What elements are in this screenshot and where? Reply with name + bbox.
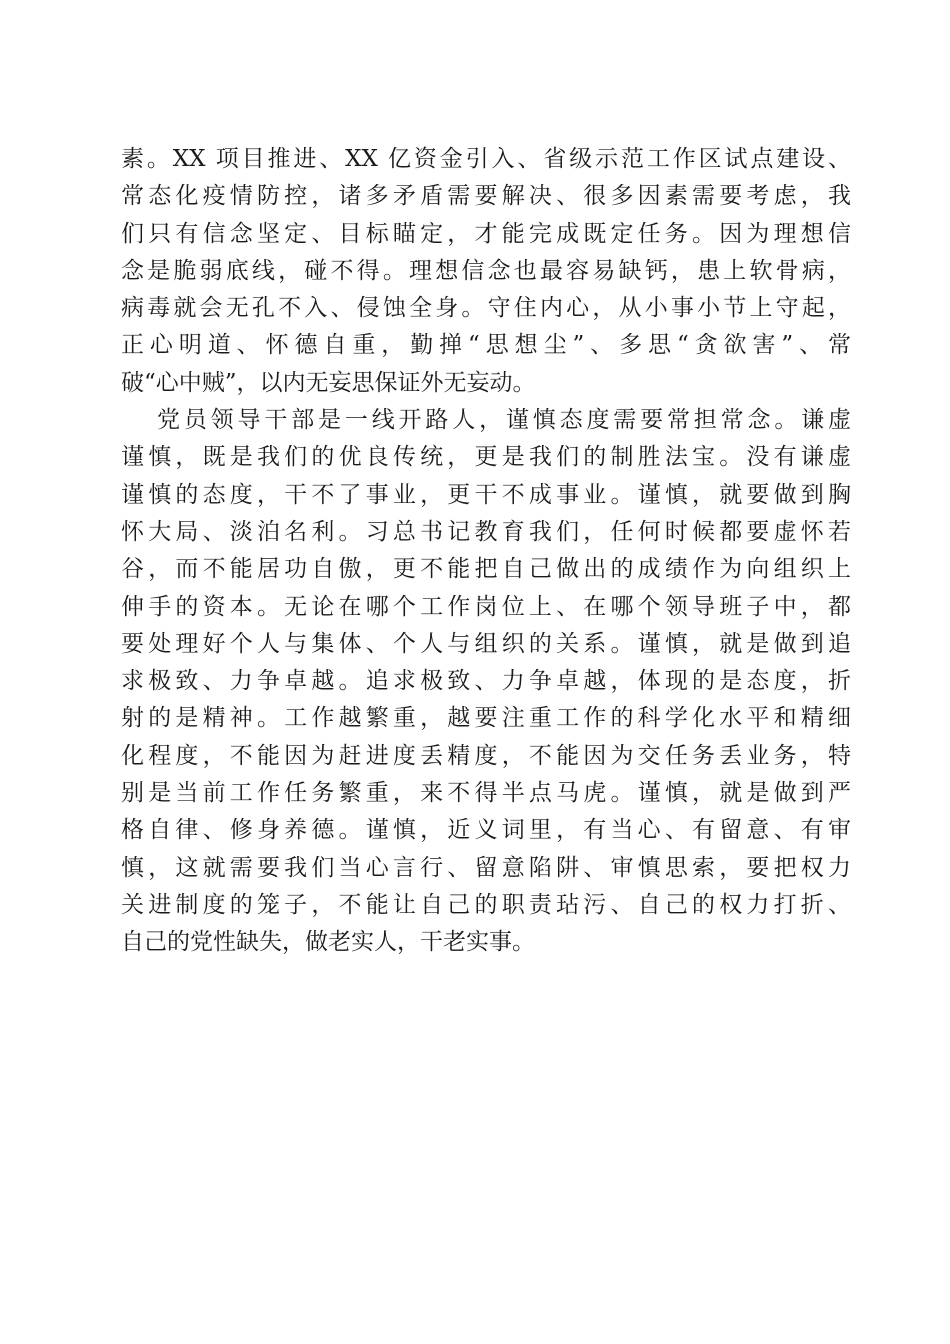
paragraph-2-line-11: 别是当前工作任务繁重，来不得半点马虎。谨慎，就是做到严 (121, 780, 851, 807)
paragraph-2-line-12: 格自律、修身养德。谨慎，近义词里，有当心、有留意、有审 (121, 817, 851, 844)
paragraph-1-line-2: 常态化疫情防控，诸多矛盾需要解决、很多因素需要考虑，我 (121, 183, 851, 210)
paragraph-2-line-5: 谷，而不能居功自傲，更不能把自己做出的成绩作为向组织上 (121, 556, 851, 583)
paragraph-2-line-10: 化程度，不能因为赶进度丢精度，不能因为交任务丢业务，特 (121, 742, 851, 769)
paragraph-1-line-3: 们只有信念坚定、目标瞄定，才能完成既定任务。因为理想信 (121, 220, 851, 247)
paragraph-2-line-13: 慎，这就需要我们当心言行、留意陷阱、审慎思索，要把权力 (121, 854, 851, 881)
paragraph-2-line-14: 关进制度的笼子，不能让自己的职责玷污、自己的权力打折、 (121, 891, 851, 918)
paragraph-2-line-1: 党员领导干部是一线开路人，谨慎态度需要常担常念。谦虚 (157, 407, 851, 434)
document-body (121, 141, 851, 962)
paragraph-2-line-3: 谨慎的态度，干不了事业，更干不成事业。谨慎，就要做到胸 (121, 481, 851, 508)
paragraph-2-line-8: 求极致、力争卓越。追求极致、力争卓越，体现的是态度，折 (121, 668, 851, 695)
paragraph-2-line-9: 射的是精神。工作越繁重，越要注重工作的科学化水平和精细 (121, 705, 851, 732)
paragraph-1-line-5: 病毒就会无孔不入、侵蚀全身。守住内心，从小事小节上守起， (121, 295, 851, 322)
paragraph-2-line-6: 伸手的资本。无论在哪个工作岗位上、在哪个领导班子中，都 (121, 593, 851, 620)
paragraph-2-line-2: 谨慎，既是我们的优良传统，更是我们的制胜法宝。没有谦虚 (121, 444, 851, 471)
paragraph-2-line-15: 自己的党性缺失，做老实人，干老实事。 (121, 929, 535, 956)
paragraph-1-line-7: 破“心中贼”，以内无妄思保证外无妄动。 (121, 369, 536, 396)
paragraph-1-line-6: 正心明道、怀德自重，勤掸“思想尘”、多思“贪欲害”、常 (121, 332, 851, 359)
paragraph-2-line-4: 怀大局、淡泊名利。习总书记教育我们，任何时候都要虚怀若 (121, 518, 851, 545)
paragraph-2-line-7: 要处理好个人与集体、个人与组织的关系。谨慎，就是做到追 (121, 630, 851, 657)
paragraph-1-line-4: 念是脆弱底线，碰不得。理想信念也最容易缺钙，患上软骨病， (121, 257, 851, 284)
paragraph-1-line-1: 素。XX 项目推进、XX 亿资金引入、省级示范工作区试点建设、 (121, 146, 851, 172)
